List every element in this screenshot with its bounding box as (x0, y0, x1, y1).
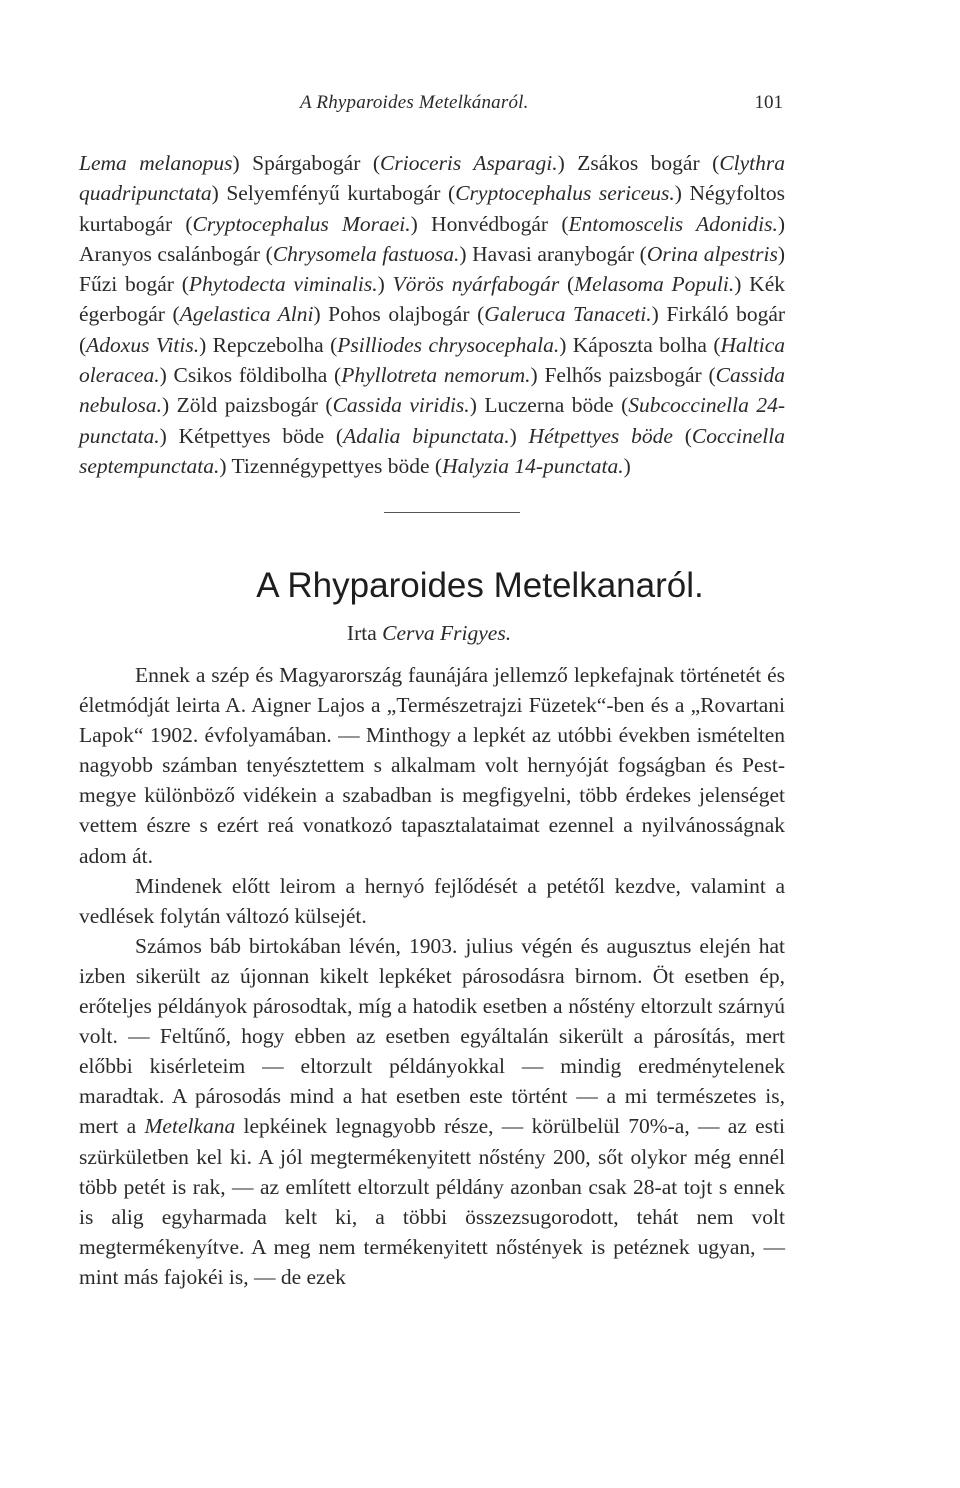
text-run: ) Firkáló bogár ( (79, 302, 786, 357)
latin-name-text: Psilliodes chrysocephala. (337, 332, 560, 357)
text-run: lepkéinek legnagyobb része, — körülbelül 70%-a, — az esti szürkületben kel ki. A jól megtermékenyitett nőstény 200, sőt olykor még ennél több petét is rak, — az említett eltorzult példány azonban csak 28-at tojt s ennek is alig egyharmada kelt ki, a többi összezsugorodott, tehát nem volt megtermékenyítve. A meg nem termékenyitett nőstények is petéznek ugyan, — mint más fajokéi is, — de ezek (79, 1114, 785, 1289)
section-divider (384, 512, 520, 513)
text-run: Mindenek előtt leirom a hernyó fejlődését a petétől kezdve, valamint a vedlések folytán változó külsejét. (79, 873, 785, 928)
latin-name-text: Halyzia 14-punctata. (442, 453, 624, 478)
text-run: ) (377, 272, 393, 297)
text-run: ) Kétpettyes böde ( (159, 423, 344, 448)
text-run: ) Aranyos csalánbogár ( (79, 211, 785, 266)
latin-name-text: Chrysomela fastuosa. (272, 241, 460, 266)
text-run: ) Luczerna böde ( (469, 393, 629, 418)
text-run: Számos báb birtokában lévén, 1903. julius végén és augusztus elején hat izben sikerült az újonnan kikelt lepkéket párosodásra birnom. Öt esetben ép, erőteljes példányok párosodtak, míg a hatodik esetben a nőstény eltorzult szárnyú volt. — Feltűnő, hogy ebben az esetben egyáltalán sikerült a párosítás, mert előbbi kisérleteim — eltorzult példányokkal — mindig eredménytelenek maradtak. A párosodás mind a hat esetben este történt — a mi természetes is, mert a (79, 933, 785, 1139)
latin-name-text: Metelkana (144, 1114, 236, 1139)
text-run: ) Kék égerbogár ( (79, 272, 785, 327)
latin-name-text: Agelastica Alni (179, 302, 314, 327)
latin-name-text: Cassida viridis. (332, 393, 470, 418)
article-paragraph (79, 660, 785, 871)
byline (0, 621, 858, 646)
text-run: ) Havasi aranybogár ( (459, 241, 647, 266)
latin-name-text: Vörös nyárfabogár (392, 272, 560, 297)
latin-name-text: Melasoma Populi. (574, 272, 735, 297)
latin-name-text: Phytodecta viminalis. (188, 272, 378, 297)
latin-name-text: Coccinella septempunctata. (79, 423, 785, 478)
latin-name-text: Phyllotreta nemorum. (341, 363, 531, 388)
text-run: ) (509, 423, 529, 448)
latin-name-text: Haltica oleracea. (79, 332, 785, 388)
latin-name-text: Cryptocephalus Moraei. (192, 211, 411, 236)
article-title: A Rhyparoides Metelkanaról. (256, 566, 704, 605)
latin-name-text: Galeruca Tanaceti. (484, 302, 652, 327)
text-run: ( (559, 272, 575, 297)
text-run: ) Zöld paizsbogár ( (162, 393, 333, 418)
species-list-paragraph (79, 148, 785, 481)
text-run: ) Tizennégypettyes böde ( (219, 453, 443, 478)
text-run: ) Felhős paizsbogár ( (530, 363, 716, 388)
running-title: A Rhyparoides Metelkánaról. (300, 92, 529, 113)
text-run: ) (623, 453, 631, 478)
text-run: ) Honvédbogár ( (410, 211, 569, 236)
text-run: ) Selyemfényű kurtabogár ( (211, 181, 456, 206)
latin-name-text: Lema melanopus (79, 151, 233, 175)
latin-name-text: Hétpettyes böde (528, 423, 673, 448)
latin-name-text: Orina alpestris (646, 241, 778, 266)
latin-name-text: Cassida nebulosa. (79, 363, 785, 418)
page-number: 101 (754, 92, 783, 113)
text-run: ( (672, 423, 692, 448)
author-name: Cerva Frigyes. (382, 621, 512, 645)
article-paragraph (79, 871, 785, 931)
latin-name-text: Adalia bipunctata. (343, 423, 510, 448)
text-run: ) Zsákos bogár ( (557, 151, 720, 175)
text-run: ) Repczebolha ( (199, 332, 338, 357)
latin-name-text: Subcoccinella 24-punctata. (79, 393, 785, 448)
running-header (0, 92, 960, 122)
text-run: ) Spárgabogár ( (232, 151, 381, 175)
latin-name-text: Clythra quadripunctata (79, 151, 786, 206)
latin-name-text: Cryptocephalus sericeus. (455, 181, 675, 206)
text-run: Ennek a szép és Magyarország faunájára jellemző lepkefajnak történetét és életmódját leirta A. Aigner Lajos a „Természetrajzi Füzetek“-ben és a „Rovartani Lapok“ 1902. évfolyamában. — Minthogy a lepkét az utóbbi években ismételten nagyobb számban tenyésztettem s alkalmam volt hernyóját fogságban és Pest-megye különböző vidékein a szabadban is megfigyelni, több érdekes jelenséget vettem észre s ezért reá vonatkozó tapasztalataimat ezennel a nyilvánosságnak adom át. (79, 663, 785, 868)
article-paragraph (79, 931, 785, 1292)
text-run: ) Négyfoltos kurtabogár ( (79, 181, 786, 236)
latin-name-text: Adoxus Vitis. (86, 332, 200, 357)
text-run: ) Káposzta bolha ( (559, 332, 721, 357)
latin-name-text: Entomoscelis Adonidis. (568, 211, 778, 236)
byline-prefix: Irta (346, 621, 383, 645)
latin-name-text: Crioceris Asparagi. (380, 151, 558, 175)
text-run: ) Fűzi bogár ( (79, 241, 785, 297)
text-run: ) Csikos földibolha ( (159, 363, 342, 388)
text-run: ) Pohos olajbogár ( (313, 302, 485, 327)
article-body (79, 660, 785, 1292)
